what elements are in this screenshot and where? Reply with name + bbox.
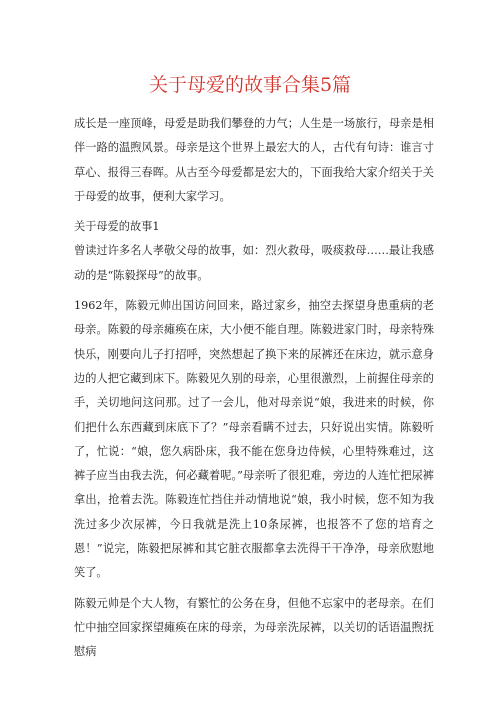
body-paragraph: 曾读过许多名人孝敬父母的故事，如：烈火救母，吸痰救母……最让我感动的是“陈毅探母”的故事。: [74, 244, 434, 282]
document-body: [74, 112, 434, 665]
body-paragraph: 1962年，陈毅元帅出国访问回来，路过家乡，抽空去探望身患重病的老母亲。陈毅的母亲瘫痪在床，大小便不能自理。陈毅进家门时，母亲特殊快乐，刚要向儿子打招呼，突然想起了换下来的尿裤还在床边，就示意身边的人把它藏到床下。陈毅见久别的母亲，心里很激烈，上前握住母亲的手，关切地问这问那。过了一会儿，他对母亲说“娘，我进来的时候，你们把什么东西藏到床底下了？”母亲看瞒不过去，只好说出实情。陈毅听了，忙说：“娘，您久病卧床，我不能在您身边侍候，心里特殊难过，这裤子应当由我去洗，何必藏着呢。”母亲听了很犯难，旁边的人连忙把尿裤拿出，抢着去洗。陈毅连忙挡住并动情地说“娘，我小时候，您不知为我洗过多少次尿裤，今日我就是洗上10条尿裤，也报答不了您的培育之恩！”说完，陈毅把尿裤和其它脏衣服都拿去洗得干干净净，母亲欣慰地笑了。: [74, 299, 434, 580]
story-heading: 关于母爱的故事1: [74, 220, 160, 234]
document-title: 关于母爱的故事合集5篇: [148, 74, 352, 96]
body-paragraph: 陈毅元帅是个大人物，有繁忙的公务在身，但他不忘家中的老母亲。在们忙中抽空回家探望瘫痪在床的母亲，为母亲洗尿裤，以关切的话语温煦抚慰病: [74, 596, 434, 659]
intro-paragraph: 成长是一座顶峰，母爱是助我们攀登的力气；人生是一场旅行，母亲是相伴一路的温煦风景。母亲是这个世界上最宏大的人，古代有句诗：谁言寸草心、报得三春晖。从古至今母爱都是宏大的，下面我给大家介绍关于关于母爱的故事，便利大家学习。: [74, 117, 434, 203]
